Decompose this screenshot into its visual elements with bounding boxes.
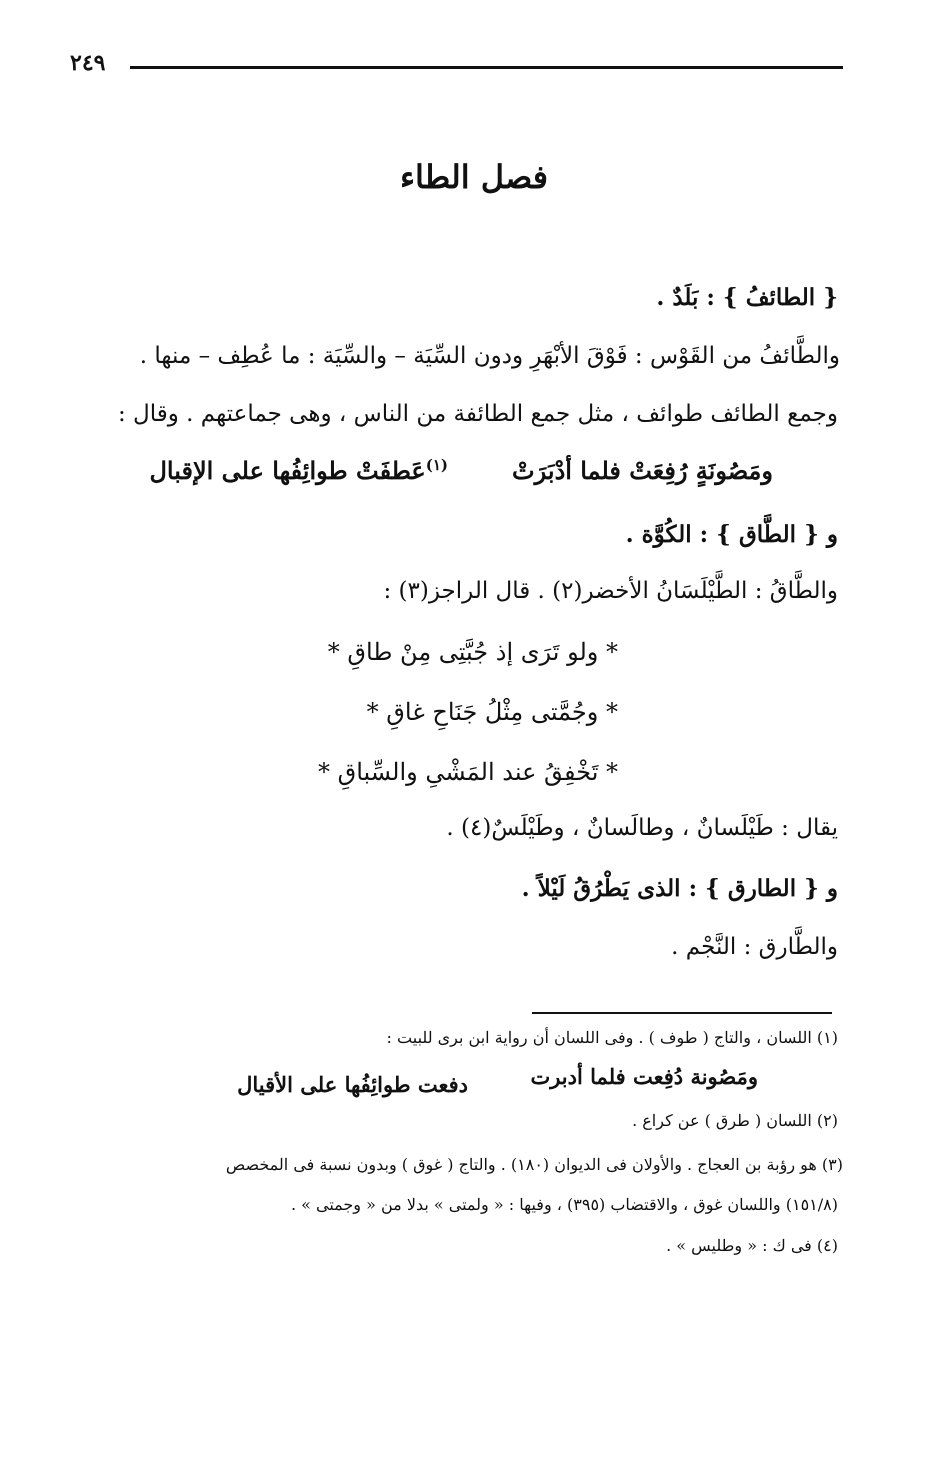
footnote-4: (٤) فى ك : « وطليس » . [666,1236,838,1255]
footnote-3: (٣) هو رؤبة بن العجاج . والأولان فى الديوان (١٨٠) . والتاج ( غوق ) وبدون نسبة فى المخصص [225,1155,843,1174]
footnote-2: (٢) اللسان ( طرق ) عن كراع . [632,1111,838,1130]
header-rule [130,66,843,69]
section-title: فصل الطاء [399,158,549,196]
verse-second-hemistich [149,456,448,485]
text-line: وجمع الطائف طوائف ، مثل جمع الطائفة من الناس ، وهى جماعتهم . وقال : [117,401,838,427]
footnote-verse-first: ومَصُونة دُفِعت فلما أدبرت [530,1064,758,1089]
entry-tariq: و { الطارق } : الذى يَطْرُقُ لَيْلاً . [521,875,838,902]
text-line: يقال : طَيْلَسانٌ ، وطالَسانٌ ، وطَيْلَسٌ(٤) . [446,815,838,841]
text-line: والطَّاقُ : الطَّيْلَسَانُ الأخضر(٢) . قال الراجز(٣) : [383,578,838,604]
verse-fn-ref: (١) [425,456,448,474]
text-line: والطَّارق : النَّجْم . [671,934,838,960]
rajaz-line: * ولو تَرَى إذ جُبَّتِى مِنْ طاقِ * [327,638,618,666]
footnote-3-continued: (١٥١/٨) واللسان غوق ، والاقتضاب (٣٩٥) ، وفيها : « ولمتى » بدلا من « وجمتى » . [290,1195,838,1214]
page-number: ٢٤٩ [70,50,106,76]
verse-second-text: عَطفَتْ طوائِفُها على الإقبال [149,456,426,485]
footnote-rule [532,1012,832,1014]
entry-taq: و { الطَّاق } : الكُوَّة . [625,521,838,548]
rajaz-line: * وجُمَّتى مِثْلُ جَنَاحِ غاقِ * [366,698,618,726]
entry-taif: { الطائفُ } : بَلَدٌ . [656,284,838,311]
text-line: والطَّائفُ من القَوْس : فَوْقَ الأبْهَرِ ودون السِّيَة – والسِّيَة : ما عُطِف – منها . [139,343,840,369]
footnote-verse-second: دفعت طوائِفُها على الأقيال [237,1072,468,1097]
footnote-1: (١) اللسان ، والتاج ( طوف ) . وفى اللسان أن رواية ابن برى للبيت : [386,1028,838,1047]
verse-first-hemistich: ومَصُونَةٍ رُفِعَتْ فلما أدْبَرَتْ [512,456,773,485]
rajaz-line: * تَخْفِقُ عند المَشْىِ والسِّباقِ * [317,758,618,786]
